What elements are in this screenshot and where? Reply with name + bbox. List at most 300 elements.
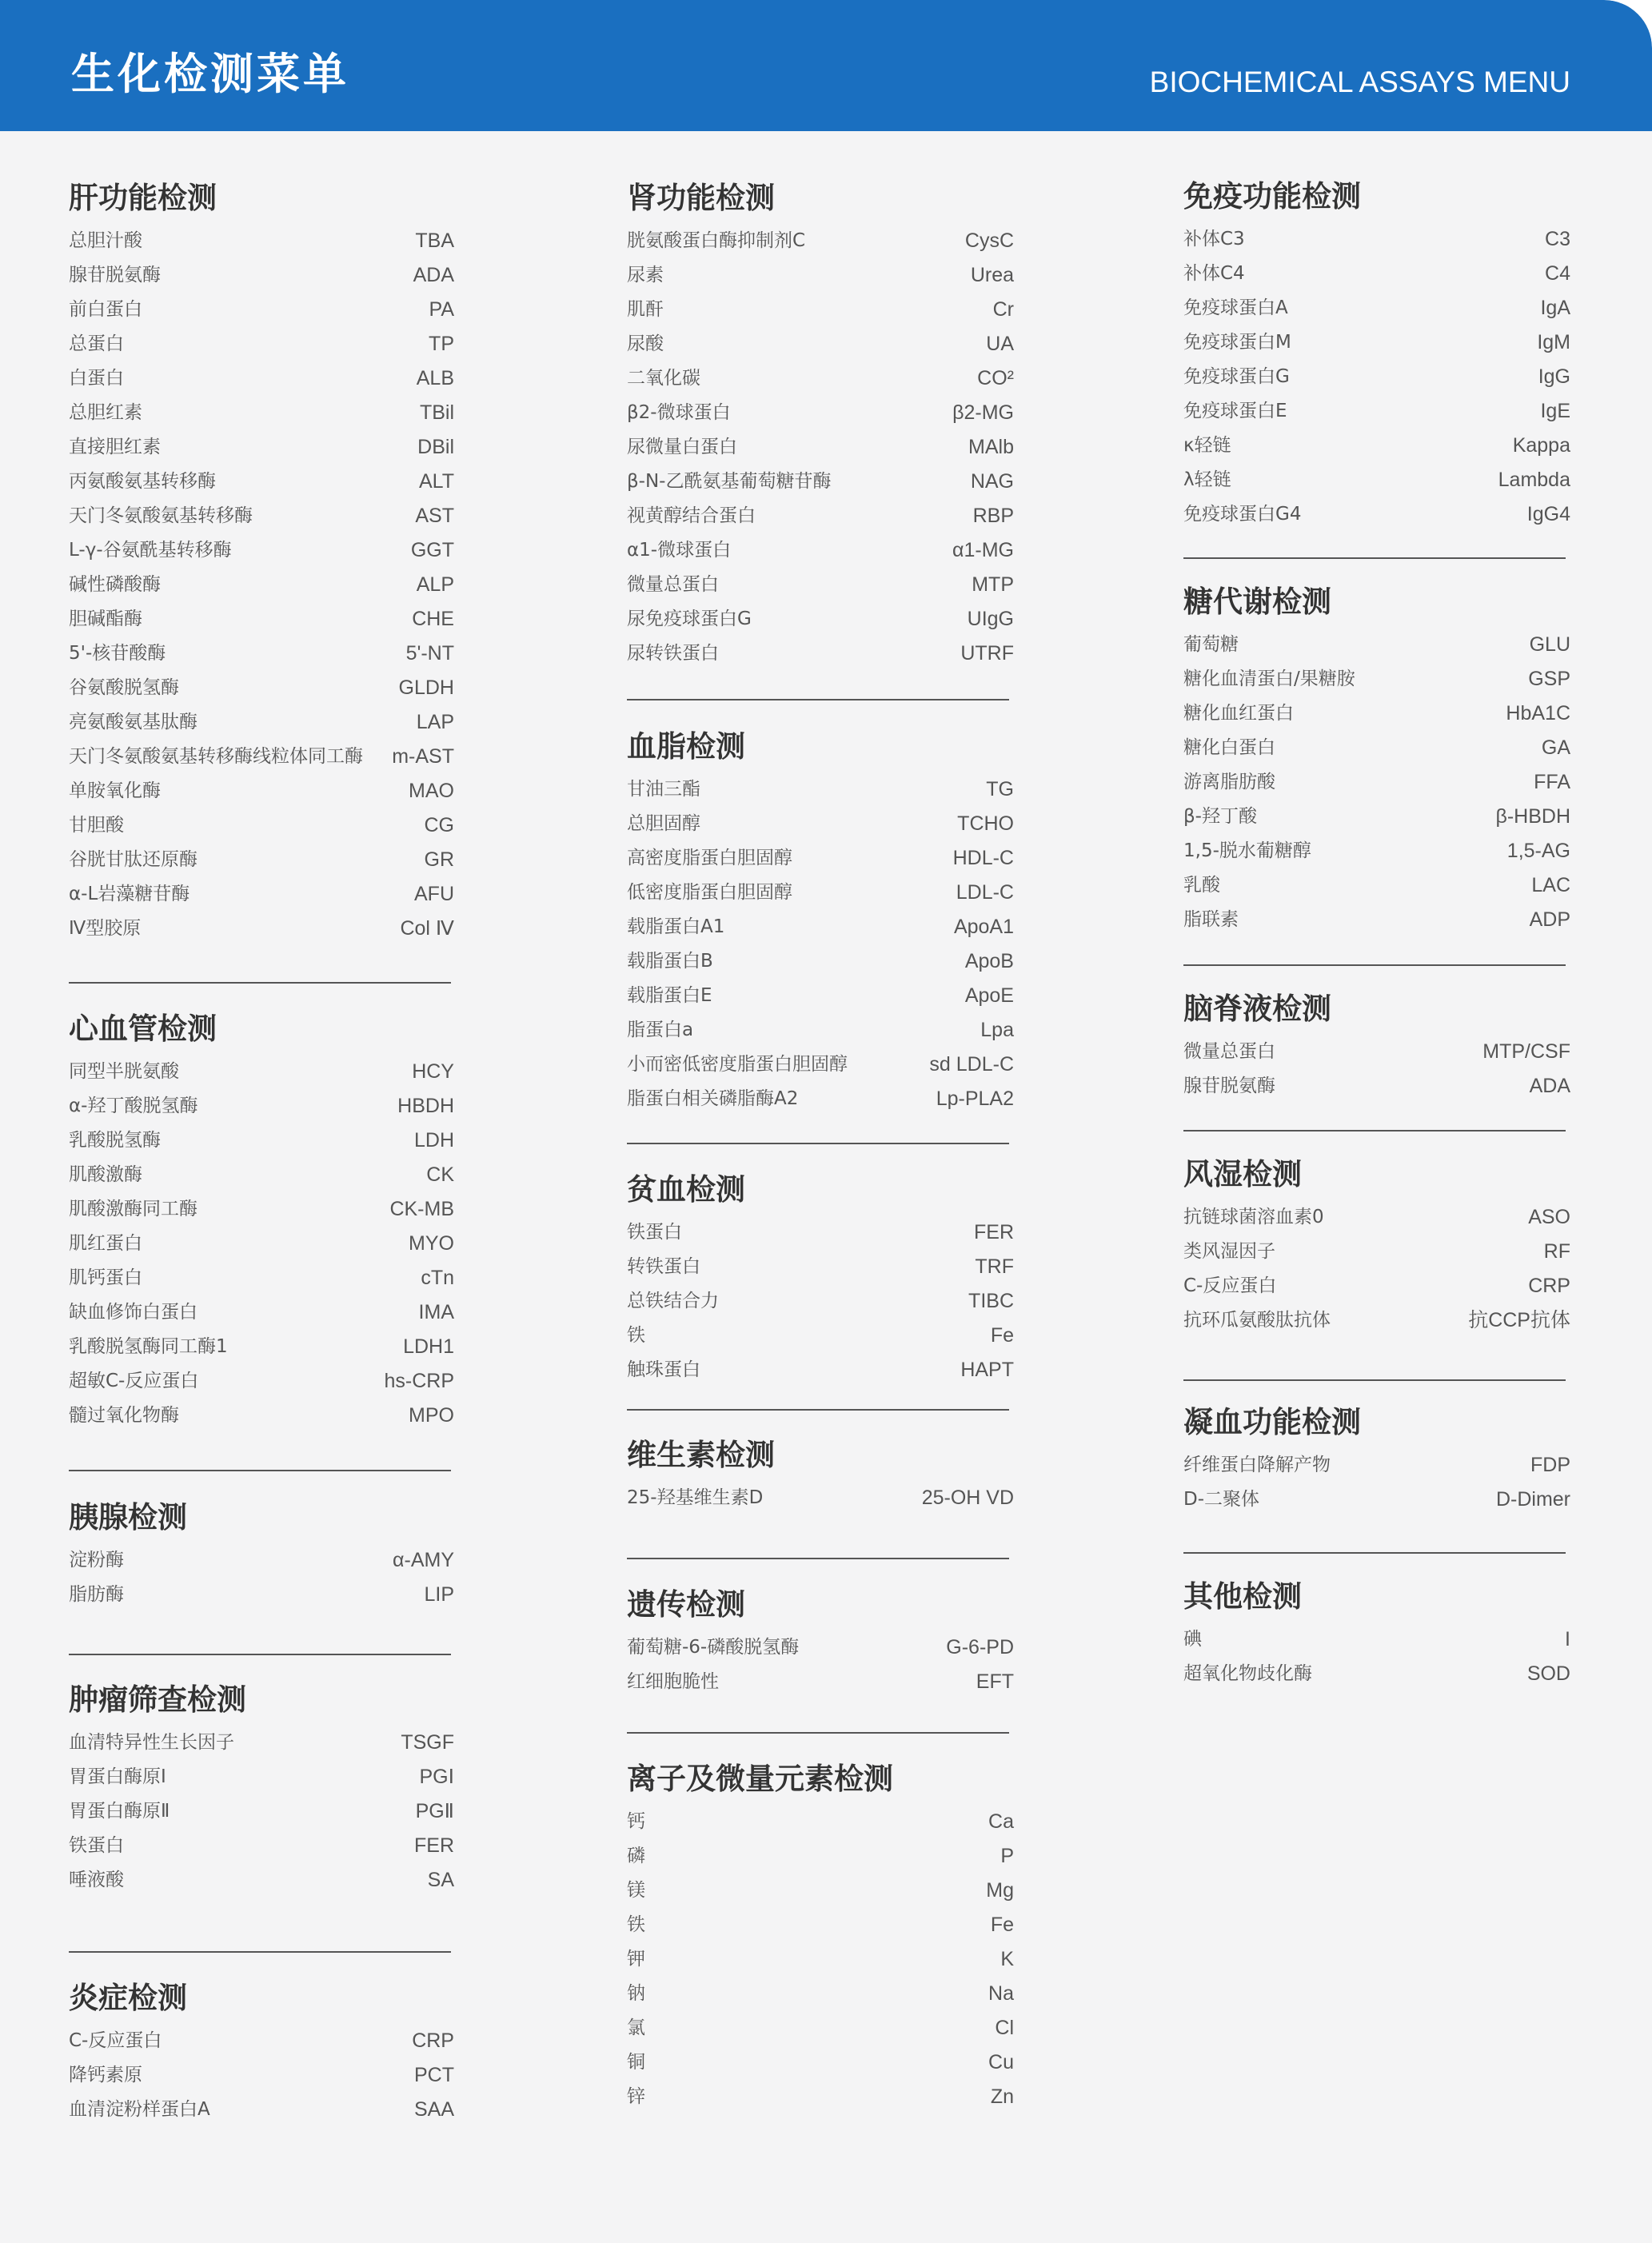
assay-row (69, 1123, 454, 1158)
assay-name: 唾液酸 (69, 1870, 124, 1890)
assay-abbreviation: MAlb (968, 436, 1014, 458)
assay-row (69, 1330, 454, 1364)
assay-abbreviation: IgA (1540, 297, 1570, 319)
assay-row (1183, 834, 1570, 868)
section-ion (627, 1762, 1014, 2114)
assay-abbreviation: ADA (413, 264, 454, 286)
assay-list (1183, 1035, 1570, 1104)
assay-row (627, 1805, 1014, 1839)
assay-abbreviation: HbA1C (1506, 702, 1570, 724)
assay-abbreviation: ALT (419, 470, 454, 493)
assay-row (69, 568, 454, 602)
assay-abbreviation: CO² (977, 367, 1014, 389)
assay-abbreviation: Lp-PLA2 (936, 1088, 1014, 1110)
section-title: 炎症检测 (69, 1981, 187, 2015)
assay-name: 肌酸激酶同工酶 (69, 1199, 198, 1219)
assay-abbreviation: SOD (1526, 1662, 1570, 1685)
assay-abbreviation: GLU (1529, 633, 1570, 656)
divider (69, 982, 451, 984)
assay-abbreviation: Fe (990, 1324, 1014, 1347)
section-title: 肾功能检测 (627, 181, 775, 215)
assay-name: 甘油三酯 (627, 779, 700, 800)
assay-row (69, 499, 454, 533)
assay-name: 尿素 (627, 265, 664, 285)
assay-row (69, 2093, 454, 2127)
assay-row (1183, 628, 1570, 662)
assay-abbreviation: RBP (972, 505, 1014, 527)
assay-name: 免疫球蛋白G (1183, 366, 1290, 387)
assay-abbreviation: Zn (990, 2085, 1014, 2108)
assay-abbreviation: ApoE (964, 984, 1014, 1007)
assay-list (1183, 1622, 1570, 1691)
assay-abbreviation: α-AMY (393, 1549, 454, 1571)
assay-row (627, 293, 1014, 327)
assay-abbreviation: DBil (417, 436, 454, 458)
assay-row (627, 465, 1014, 499)
assay-abbreviation: FDP (1530, 1454, 1570, 1476)
assay-name: 红细胞脆性 (627, 1671, 719, 1692)
assay-abbreviation: ALB (416, 367, 454, 389)
assay-name: 丙氨酸氨基转移酶 (69, 471, 216, 492)
assay-row (1183, 257, 1570, 291)
assay-row (1183, 1269, 1570, 1303)
assay-abbreviation: MTP/CSF (1482, 1040, 1570, 1063)
assay-row (69, 1863, 454, 1898)
section-anemia (627, 1172, 1014, 1387)
assay-row (69, 1399, 454, 1433)
assay-name: 转铁蛋白 (627, 1256, 700, 1277)
assay-abbreviation: IgG4 (1526, 503, 1570, 525)
assay-abbreviation: SAA (413, 2098, 454, 2121)
assay-name: 超氧化物歧化酶 (1183, 1663, 1312, 1684)
assay-name: 甘胆酸 (69, 815, 124, 836)
assay-name: λ轻链 (1183, 469, 1231, 490)
assay-list (627, 1805, 1014, 2114)
assay-abbreviation: P (1000, 1845, 1014, 1867)
assay-row (1183, 731, 1570, 765)
assay-name: 乳酸 (1183, 875, 1220, 896)
assay-abbreviation: IgG (1538, 365, 1570, 388)
assay-name: 肌红蛋白 (69, 1233, 142, 1254)
assay-name: 1,5-脱水葡糖醇 (1183, 840, 1311, 861)
assay-abbreviation: MTP (972, 573, 1014, 596)
assay-abbreviation: Cl (995, 2017, 1014, 2039)
assay-row (627, 361, 1014, 396)
assay-row (1183, 360, 1570, 394)
assay-row (1183, 868, 1570, 903)
assay-abbreviation: IgM (1537, 331, 1570, 353)
assay-name: 超敏C-反应蛋白 (69, 1371, 199, 1391)
assay-row (69, 327, 454, 361)
assay-name: 类风湿因子 (1183, 1241, 1275, 1262)
assay-abbreviation: TP (429, 333, 454, 355)
assay-abbreviation: GGT (410, 539, 454, 561)
assay-abbreviation: CK (426, 1163, 454, 1186)
assay-list (69, 1055, 454, 1433)
assay-row (627, 602, 1014, 637)
assay-row (69, 740, 454, 774)
assay-row (627, 772, 1014, 807)
section-cardio (69, 1012, 454, 1433)
divider (627, 699, 1009, 700)
assay-name: β-N-乙酰氨基葡萄糖苷酶 (627, 471, 832, 492)
section-other (1183, 1579, 1570, 1691)
section-title: 其他检测 (1183, 1579, 1302, 1614)
assay-row (627, 430, 1014, 465)
assay-row (69, 293, 454, 327)
assay-abbreviation: m-AST (392, 745, 454, 768)
assay-name: C-反应蛋白 (69, 2030, 162, 2051)
assay-abbreviation: Lambda (1498, 469, 1570, 491)
assay-row (1183, 222, 1570, 257)
assay-row (69, 465, 454, 499)
assay-row (627, 224, 1014, 258)
assay-abbreviation: AFU (414, 883, 454, 905)
assay-name: 髓过氧化物酶 (69, 1405, 179, 1426)
assay-row (627, 979, 1014, 1013)
assay-name: D-二聚体 (1183, 1489, 1260, 1510)
divider (1183, 1130, 1566, 1131)
assay-name: 降钙素原 (69, 2065, 142, 2085)
assay-list (627, 1215, 1014, 1387)
section-title: 离子及微量元素检测 (627, 1762, 893, 1796)
assay-name: 载脂蛋白A1 (627, 916, 725, 937)
assay-name: α-羟丁酸脱氢酶 (69, 1096, 198, 1116)
assay-abbreviation: GLDH (398, 676, 454, 699)
assay-name: 糖化血红蛋白 (1183, 703, 1294, 724)
section-title: 凝血功能检测 (1183, 1405, 1361, 1439)
assay-abbreviation: TIBC (968, 1290, 1014, 1312)
assay-name: 谷胱甘肽还原酶 (69, 849, 198, 870)
assay-row (627, 1839, 1014, 1874)
assay-row (69, 637, 454, 671)
assay-name: 尿免疫球蛋白G (627, 609, 752, 629)
assay-name: 游离脂肪酸 (1183, 772, 1275, 792)
assay-row (69, 843, 454, 877)
assay-abbreviation: cTn (421, 1267, 454, 1289)
assay-row (69, 1227, 454, 1261)
section-csf (1183, 992, 1570, 1104)
assay-row (69, 1760, 454, 1794)
assay-name: 肌酸激酶 (69, 1164, 142, 1185)
assay-abbreviation: HAPT (960, 1359, 1014, 1381)
assay-abbreviation: CRP (1528, 1275, 1570, 1297)
assay-abbreviation: ApoA1 (953, 916, 1014, 938)
assay-list (1183, 222, 1570, 532)
assay-row (69, 2024, 454, 2058)
assay-row (627, 2011, 1014, 2045)
assay-name: 腺苷脱氨酶 (1183, 1076, 1275, 1096)
assay-list (627, 772, 1014, 1116)
assay-abbreviation: GA (1541, 736, 1570, 759)
assay-row (69, 2058, 454, 2093)
assay-name: 免疫球蛋白G4 (1183, 504, 1302, 525)
section-title: 维生素检测 (627, 1438, 775, 1472)
assay-abbreviation: sd LDL-C (929, 1053, 1014, 1076)
assay-row (1183, 291, 1570, 325)
assay-abbreviation: C3 (1545, 228, 1570, 250)
assay-abbreviation: hs-CRP (384, 1370, 454, 1392)
assay-abbreviation: C4 (1545, 262, 1570, 285)
assay-name: 载脂蛋白B (627, 951, 713, 972)
assay-abbreviation: IgE (1540, 400, 1570, 422)
assay-abbreviation: LIP (424, 1583, 454, 1606)
divider (627, 1732, 1009, 1734)
assay-name: 葡萄糖-6-磷酸脱氢酶 (627, 1637, 800, 1658)
assay-row (627, 841, 1014, 876)
assay-row (1183, 1303, 1570, 1338)
assay-name: Ⅳ型胶原 (69, 918, 142, 939)
assay-name: 微量总蛋白 (627, 574, 719, 595)
assay-abbreviation: NAG (970, 470, 1014, 493)
assay-row (69, 361, 454, 396)
assay-row (69, 258, 454, 293)
assay-name: 尿酸 (627, 333, 664, 354)
page-title: 生化检测菜单 (71, 49, 349, 99)
assay-name: 尿微量白蛋白 (627, 437, 737, 457)
assay-abbreviation: GSP (1528, 668, 1570, 690)
assay-row (69, 430, 454, 465)
assay-name: 碘 (1183, 1629, 1202, 1650)
assay-row (627, 807, 1014, 841)
divider (1183, 964, 1566, 966)
assay-abbreviation: LAP (416, 711, 454, 733)
assay-row (69, 1543, 454, 1578)
section-coagulation (1183, 1405, 1570, 1517)
section-immune (1183, 179, 1570, 532)
assay-name: 锌 (627, 2086, 645, 2107)
assay-name: 载脂蛋白E (627, 985, 712, 1006)
assay-name: 25-羟基维生素D (627, 1487, 764, 1508)
assay-row (627, 1481, 1014, 1515)
assay-abbreviation: I (1565, 1628, 1570, 1650)
assay-list (69, 2024, 454, 2127)
section-title: 血脂检测 (627, 729, 745, 764)
assay-abbreviation: Urea (970, 264, 1014, 286)
assay-row (627, 1353, 1014, 1387)
divider (1183, 1379, 1566, 1381)
assay-row (627, 637, 1014, 671)
assay-name: 总胆汁酸 (69, 230, 142, 251)
assay-row (1183, 1069, 1570, 1104)
assay-abbreviation: UIgG (967, 608, 1014, 630)
assay-name: 磷 (627, 1846, 645, 1866)
assay-name: 补体C3 (1183, 229, 1245, 249)
assay-name: 铜 (627, 2052, 645, 2073)
assay-row (627, 876, 1014, 910)
assay-name: 铁蛋白 (69, 1835, 124, 1856)
assay-name: 钙 (627, 1811, 645, 1832)
section-title: 胰腺检测 (69, 1500, 187, 1535)
assay-name: 高密度脂蛋白胆固醇 (627, 848, 792, 868)
assay-name: 小而密低密度脂蛋白胆固醇 (627, 1054, 848, 1075)
assay-list (1183, 1200, 1570, 1338)
assay-abbreviation: 抗CCP抗体 (1468, 1309, 1570, 1331)
assay-name: 糖化血清蛋白/果糖胺 (1183, 669, 1355, 689)
assay-row (69, 1578, 454, 1612)
assay-name: 二氧化碳 (627, 368, 700, 389)
assay-abbreviation: UA (986, 333, 1014, 355)
assay-abbreviation: β2-MG (952, 401, 1014, 424)
assay-abbreviation: TBA (415, 229, 454, 252)
assay-row (627, 1048, 1014, 1082)
assay-row (69, 877, 454, 912)
assay-name: 免疫球蛋白A (1183, 297, 1288, 318)
assay-abbreviation: GR (424, 848, 454, 871)
assay-row (627, 910, 1014, 944)
assay-row (627, 533, 1014, 568)
assay-name: β-羟丁酸 (1183, 806, 1257, 827)
assay-abbreviation: Kappa (1512, 434, 1570, 457)
assay-list (69, 1543, 454, 1612)
assay-abbreviation: FER (414, 1834, 454, 1857)
assay-name: 5'-核苷酸酶 (69, 643, 166, 664)
section-glucose (1183, 585, 1570, 937)
assay-abbreviation: Ca (988, 1810, 1014, 1833)
assay-list (69, 1726, 454, 1898)
assay-name: 总铁结合力 (627, 1291, 719, 1311)
assay-row (1183, 662, 1570, 696)
assay-row (69, 533, 454, 568)
section-title: 免疫功能检测 (1183, 179, 1361, 214)
assay-row (69, 671, 454, 705)
assay-name: 脂肪酶 (69, 1584, 124, 1605)
assay-name: 铁 (627, 1325, 645, 1346)
assay-abbreviation: ADP (1529, 908, 1570, 931)
section-liver (69, 181, 454, 946)
assay-name: 糖化白蛋白 (1183, 737, 1275, 758)
assay-abbreviation: Na (988, 1982, 1014, 2005)
assay-abbreviation: G-6-PD (946, 1636, 1014, 1658)
assay-row (627, 2045, 1014, 2080)
section-vitamin (627, 1438, 1014, 1515)
assay-row (627, 1665, 1014, 1699)
assay-name: 铁蛋白 (627, 1222, 682, 1243)
assay-abbreviation: PGⅠ (419, 1766, 454, 1788)
assay-name: 抗环瓜氨酸肽抗体 (1183, 1310, 1331, 1331)
assay-abbreviation: PCT (414, 2064, 454, 2086)
assay-row (69, 1055, 454, 1089)
assay-abbreviation: 5'-NT (405, 642, 454, 665)
assay-abbreviation: CRP (412, 2029, 454, 2052)
divider (627, 1409, 1009, 1411)
assay-row (69, 1794, 454, 1829)
section-title: 贫血检测 (627, 1172, 745, 1207)
section-kidney (627, 181, 1014, 671)
section-inflammation (69, 1981, 454, 2127)
assay-row (1183, 1448, 1570, 1483)
assay-row (627, 944, 1014, 979)
divider (1183, 557, 1566, 559)
assay-row (627, 1013, 1014, 1048)
assay-name: 天门冬氨酸氨基转移酶 (69, 505, 253, 526)
assay-row (627, 2080, 1014, 2114)
assay-abbreviation: FER (974, 1221, 1014, 1243)
section-rheumatism (1183, 1157, 1570, 1338)
assay-name: 缺血修饰白蛋白 (69, 1302, 198, 1323)
assay-abbreviation: SA (427, 1869, 454, 1891)
assay-abbreviation: LAC (1531, 874, 1570, 896)
divider (69, 1654, 451, 1655)
assay-name: 铁 (627, 1914, 645, 1935)
assay-name: 血清淀粉样蛋白A (69, 2099, 210, 2120)
assay-row (627, 1284, 1014, 1319)
assay-name: 总胆红素 (69, 402, 142, 423)
section-title: 肝功能检测 (69, 181, 217, 215)
assay-name: 腺苷脱氨酶 (69, 265, 161, 285)
assay-row (627, 1942, 1014, 1977)
assay-row (1183, 1483, 1570, 1517)
assay-row (69, 1158, 454, 1192)
section-title: 风湿检测 (1183, 1157, 1302, 1191)
assay-abbreviation: Fe (990, 1914, 1014, 1936)
assay-name: 亮氨酸氨基肽酶 (69, 712, 198, 732)
section-tumor (69, 1682, 454, 1898)
assay-row (627, 1908, 1014, 1942)
assay-row (69, 1364, 454, 1399)
assay-row (627, 499, 1014, 533)
assay-name: 碱性磷酸酶 (69, 574, 161, 595)
divider (69, 1470, 451, 1471)
assay-row (69, 705, 454, 740)
assay-name: 氯 (627, 2018, 645, 2038)
assay-name: α1-微球蛋白 (627, 540, 732, 561)
assay-row (627, 1215, 1014, 1250)
assay-abbreviation: CK-MB (389, 1198, 454, 1220)
assay-name: 直接胆红素 (69, 437, 161, 457)
assay-abbreviation: CHE (412, 608, 454, 630)
assay-name: 脂蛋白相关磷脂酶A2 (627, 1088, 799, 1109)
assay-row (1183, 765, 1570, 800)
assay-name: 总蛋白 (69, 333, 124, 354)
assay-row (69, 1295, 454, 1330)
assay-row (69, 1726, 454, 1760)
page-subtitle: BIOCHEMICAL ASSAYS MENU (1149, 66, 1570, 98)
assay-name: 葡萄糖 (1183, 634, 1239, 655)
assay-row (627, 1082, 1014, 1116)
assay-abbreviation: β-HBDH (1495, 805, 1570, 828)
section-title: 脑脊液检测 (1183, 992, 1331, 1026)
assay-row (69, 396, 454, 430)
assay-abbreviation: LDH1 (403, 1335, 454, 1358)
assay-list (627, 224, 1014, 671)
assay-name: 前白蛋白 (69, 299, 142, 320)
assay-row (1183, 1657, 1570, 1691)
assay-abbreviation: α1-MG (952, 539, 1014, 561)
assay-row (69, 1089, 454, 1123)
header-banner (0, 0, 1652, 131)
assay-abbreviation: HDL-C (952, 847, 1014, 869)
assay-row (627, 1319, 1014, 1353)
assay-abbreviation: ADA (1529, 1075, 1570, 1097)
assay-name: 钾 (627, 1949, 645, 1970)
assay-row (627, 1874, 1014, 1908)
assay-name: C-反应蛋白 (1183, 1275, 1277, 1296)
assay-abbreviation: PGⅡ (415, 1800, 454, 1822)
assay-name: β2-微球蛋白 (627, 402, 731, 423)
assay-row (1183, 429, 1570, 463)
assay-abbreviation: TBil (419, 401, 454, 424)
assay-abbreviation: HCY (412, 1060, 454, 1083)
assay-row (627, 568, 1014, 602)
section-title: 遗传检测 (627, 1587, 745, 1622)
assay-abbreviation: TSGF (401, 1731, 454, 1754)
assay-name: 抗链球菌溶血素0 (1183, 1207, 1324, 1227)
assay-abbreviation: MPO (409, 1404, 454, 1427)
assay-abbreviation: AST (415, 505, 454, 527)
divider (627, 1143, 1009, 1144)
assay-name: 脂联素 (1183, 909, 1239, 930)
